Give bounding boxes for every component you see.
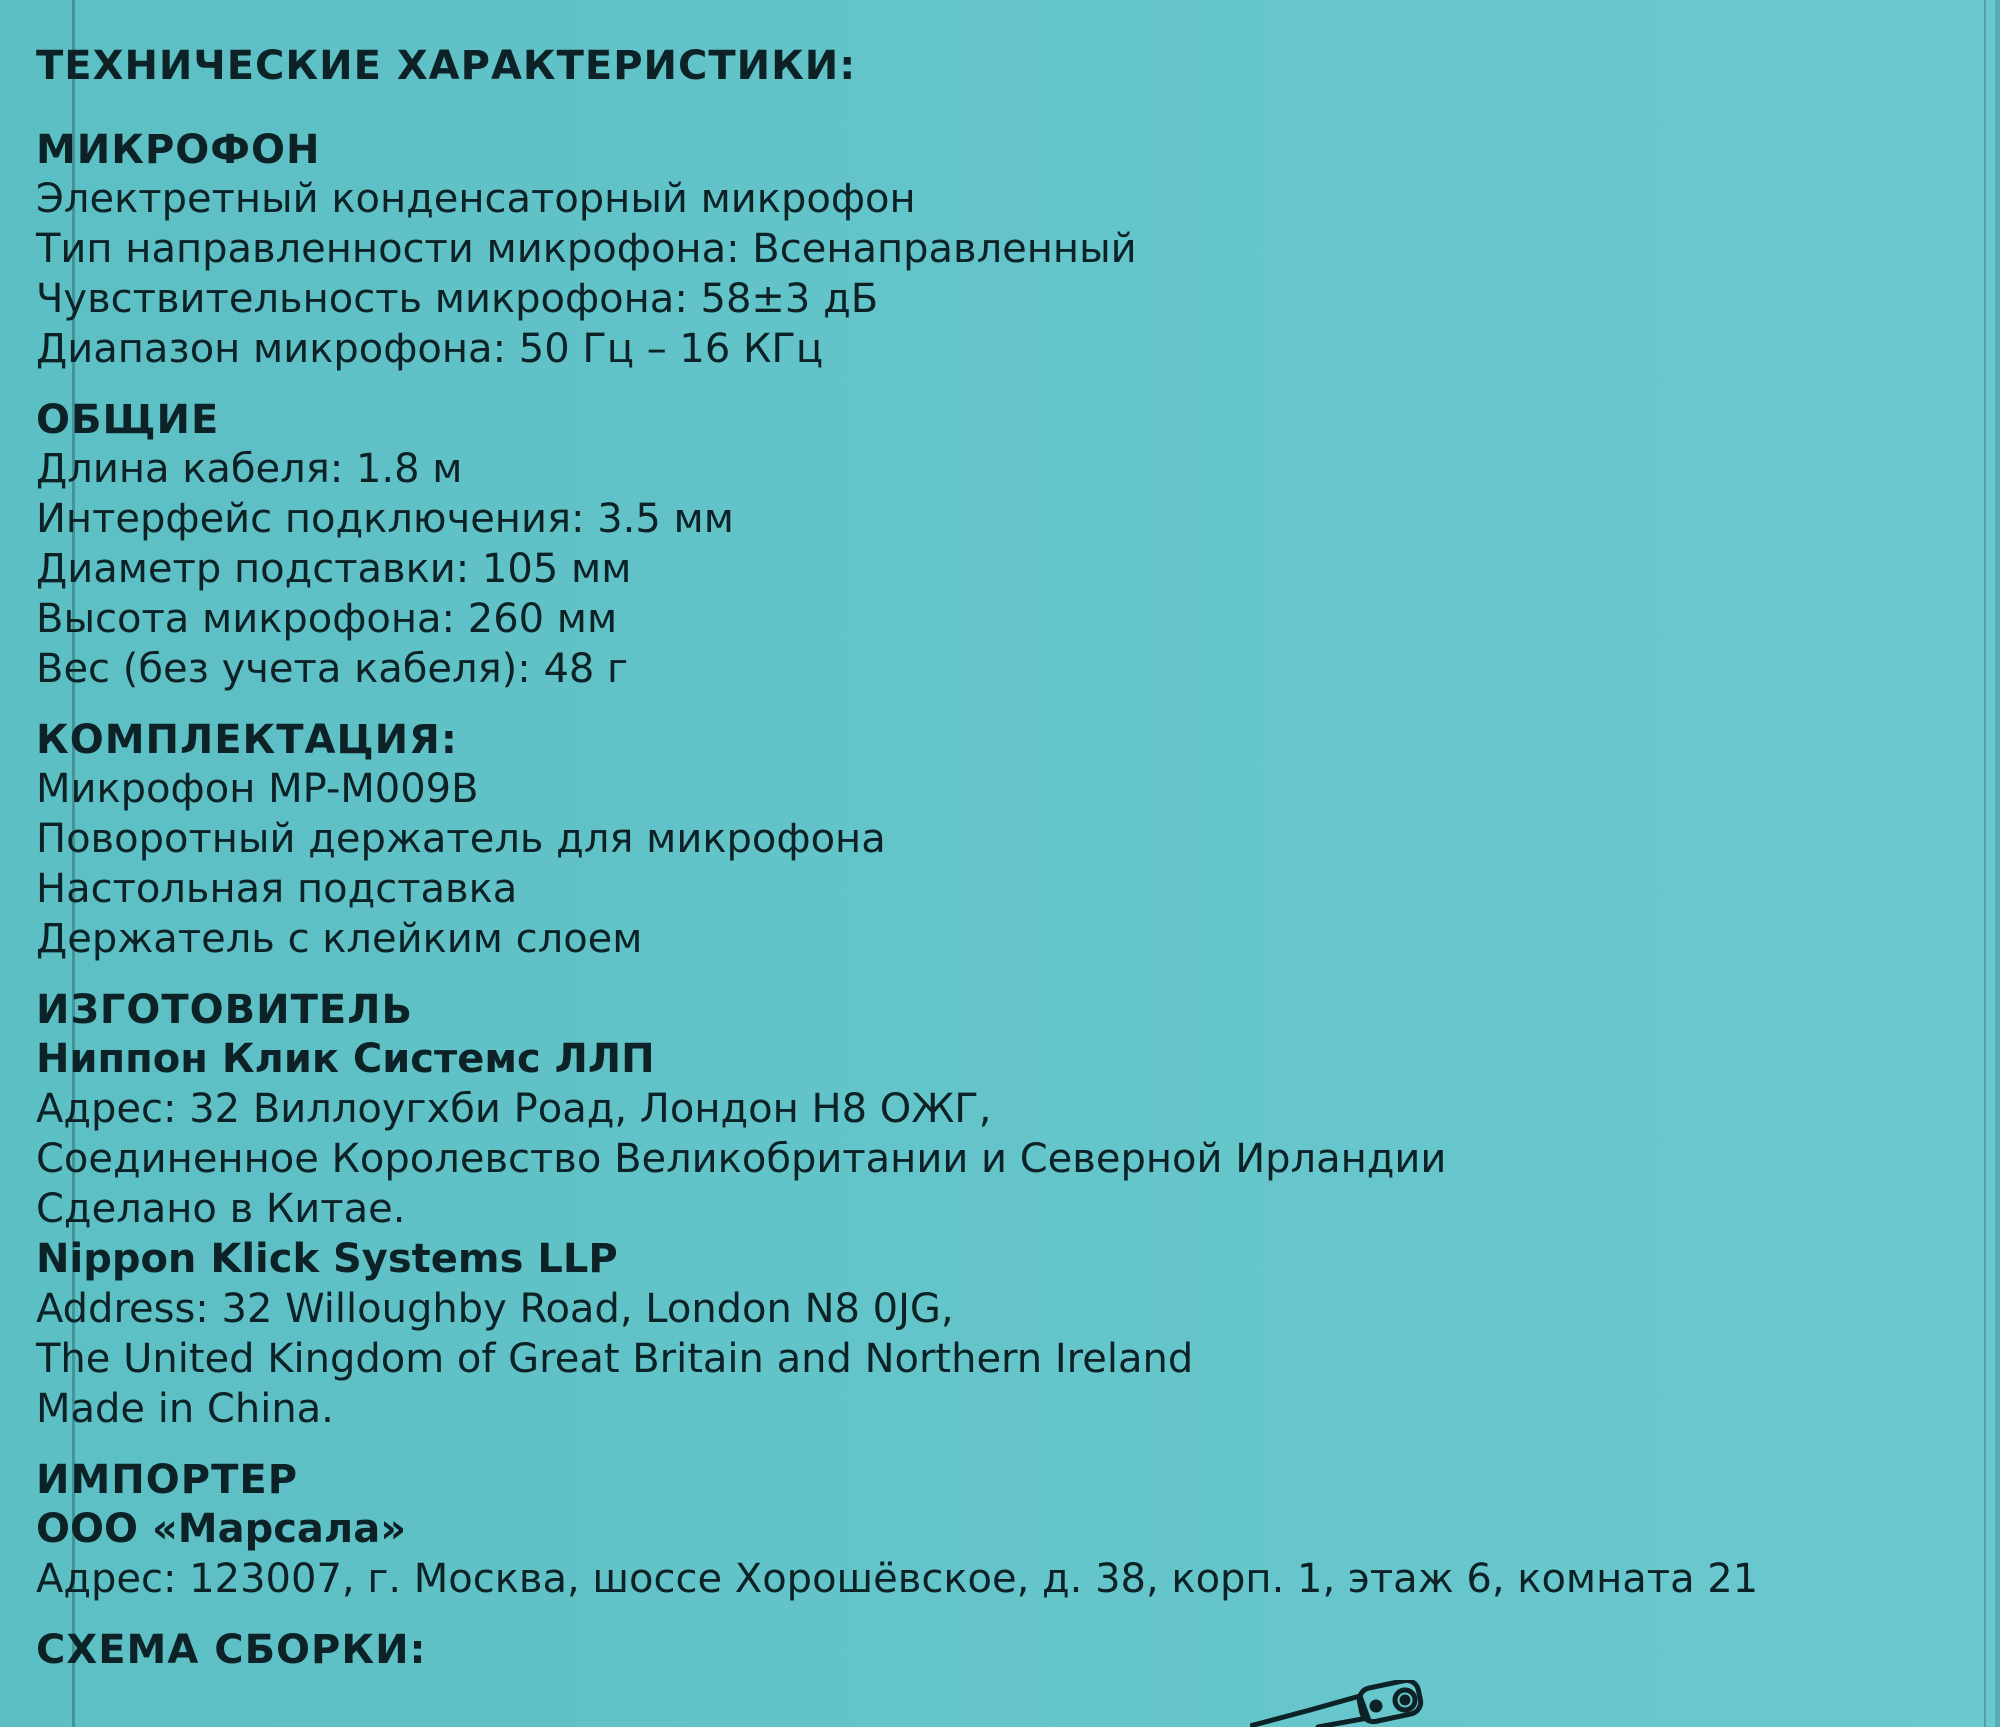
general-heading: ОБЩИЕ: [36, 397, 220, 443]
package-item: Микрофон MP-M009B: [36, 766, 479, 812]
package-heading: КОМПЛЕКТАЦИЯ:: [36, 717, 458, 763]
address-line: Address: 32 Willoughby Road, London N8 0JG,: [36, 1286, 954, 1332]
package-item: Поворотный держатель для микрофона: [36, 816, 886, 862]
assembly-section: [36, 1626, 1936, 1674]
manufacturer-heading: ИЗГОТОВИТЕЛЬ: [36, 987, 413, 1033]
spec-line: Диапазон микрофона: 50 Гц – 16 КГц: [36, 326, 824, 372]
address-line: The United Kingdom of Great Britain and Northern Ireland: [36, 1336, 1194, 1382]
spec-line: Длина кабеля: 1.8 м: [36, 446, 463, 492]
address-line: Адрес: 32 Виллоугхби Роад, Лондон Н8 ОЖГ,: [36, 1086, 992, 1132]
manufacturer-name-ru: Ниппон Клик Системс ЛЛП: [36, 1036, 655, 1082]
spec-line: Высота микрофона: 260 мм: [36, 596, 618, 642]
spec-line: Электретный конденсаторный микрофон: [36, 176, 916, 222]
package-item: Держатель с клейким слоем: [36, 916, 643, 962]
spec-content: [36, 42, 1936, 1696]
general-section: [36, 396, 1936, 694]
address-line: Сделано в Китае.: [36, 1186, 406, 1232]
manufacturer-section: [36, 986, 1936, 1434]
edge-shadow: [1995, 0, 2000, 1727]
importer-address: Адрес: 123007, г. Москва, шоссе Хорошёвское, д. 38, корп. 1, этаж 6, комната 21: [36, 1556, 1759, 1602]
spec-line: Тип направленности микрофона: Всенаправленный: [36, 226, 1137, 272]
spec-line: Интерфейс подключения: 3.5 мм: [36, 496, 734, 542]
importer-heading: ИМПОРТЕР: [36, 1457, 299, 1503]
page-title: ТЕХНИЧЕСКИЕ ХАРАКТЕРИСТИКИ:: [36, 43, 857, 89]
edge-line: [1984, 0, 1986, 1727]
spec-line: Диаметр подставки: 105 мм: [36, 546, 632, 592]
package-section: [36, 716, 1936, 964]
address-line: Made in China.: [36, 1386, 334, 1432]
importer-section: [36, 1456, 1936, 1604]
microphone-section: [36, 126, 1936, 374]
spec-line: Вес (без учета кабеля): 48 г: [36, 646, 629, 692]
spec-line: Чувствительность микрофона: 58±3 дБ: [36, 276, 879, 322]
assembly-heading: СХЕМА СБОРКИ:: [36, 1627, 427, 1673]
microphone-heading: МИКРОФОН: [36, 127, 321, 173]
package-item: Настольная подставка: [36, 866, 518, 912]
importer-name: ООО «Марсала»: [36, 1506, 407, 1552]
address-line: Соединенное Королевство Великобритании и Северной Ирландии: [36, 1136, 1447, 1182]
manufacturer-name-en: Nippon Klick Systems LLP: [36, 1236, 618, 1282]
microphone-icon: [1250, 1680, 1440, 1727]
